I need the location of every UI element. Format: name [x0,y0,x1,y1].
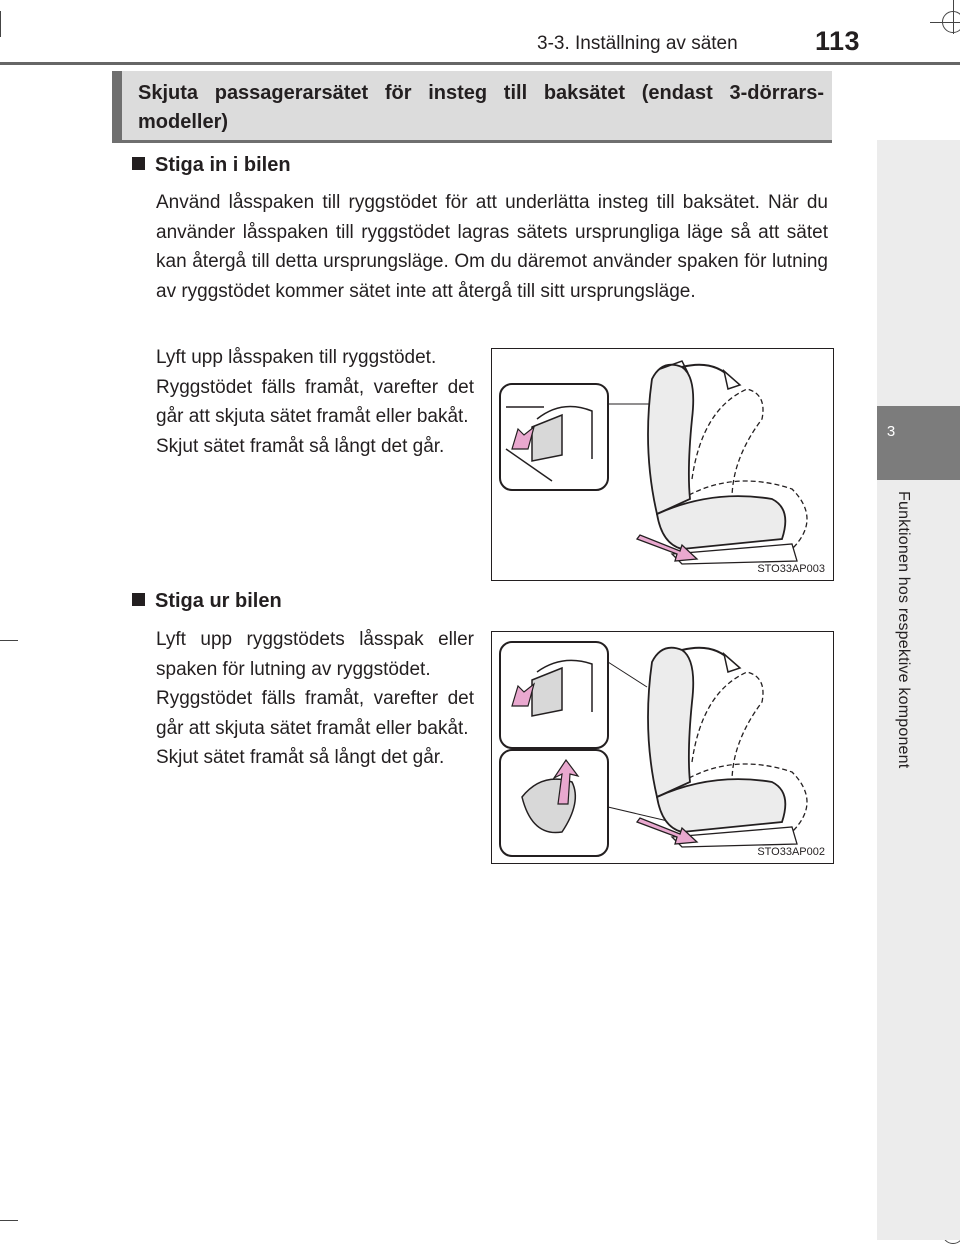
steps-getting-in [156,343,474,461]
figure-code: STO33AP003 [757,563,825,575]
crop-mark [0,640,18,641]
step-text: Lyft upp ryggstödets låsspak eller spaken för lutning av ryggstödet. [156,629,474,680]
step-text: Lyft upp låsspaken till ryggstödet. [156,347,437,368]
figure-seat-getting-in [491,348,834,581]
chapter-number: 3 [886,423,896,440]
crop-mark [953,0,954,34]
steps-getting-out [156,625,474,773]
registration-mark-icon [942,11,960,33]
figure-seat-getting-out [491,631,834,864]
running-header: 3-3. Inställning av säten [537,33,738,54]
step-text: Skjut sätet framåt så långt det går. [156,435,445,457]
section-heading-box [112,71,832,143]
square-bullet-icon [132,157,145,170]
subheading-getting-in [132,154,291,177]
header-rule [0,62,960,65]
crop-mark [0,1220,18,1221]
step-text: Skjut sätet framåt så långt det går. [156,747,445,768]
side-tab-background [877,140,960,1240]
step-text: Ryggstödet fälls framåt, varefter det går att skjuta sätet framåt eller bakåt. [156,688,474,739]
figure-code: STO33AP002 [757,846,825,858]
section-heading: Skjuta passagerarsätet för insteg till baksätet (endast 3-dörrars-modeller) [138,82,824,133]
intro-paragraph: Använd låsspaken till ryggstödet för att underlätta insteg till baksätet. När du använder låsspaken till ryggstödet lagras sätets ursprungliga läge så att sätet kan återgå till detta ursprungsläge. Om du däremot använder spaken för lutning av ryggstödet kommer sätet inte att återgå till sitt ursprungsläge. [156,192,828,302]
seat-illustration-icon [492,349,833,580]
crop-mark [0,11,1,37]
chapter-label: Funktionen hos respektive komponent [895,491,912,769]
page-number: 113 [815,26,861,56]
chapter-tab [877,406,960,480]
subheading-text: Stiga in i bilen [155,154,291,176]
subheading-getting-out [132,590,282,613]
seat-illustration-icon [492,632,833,863]
subheading-text: Stiga ur bilen [155,590,282,612]
step-text: Ryggstödet fälls framåt, varefter det går att skjuta sätet framåt eller bakåt. [156,376,474,427]
square-bullet-icon [132,593,145,606]
